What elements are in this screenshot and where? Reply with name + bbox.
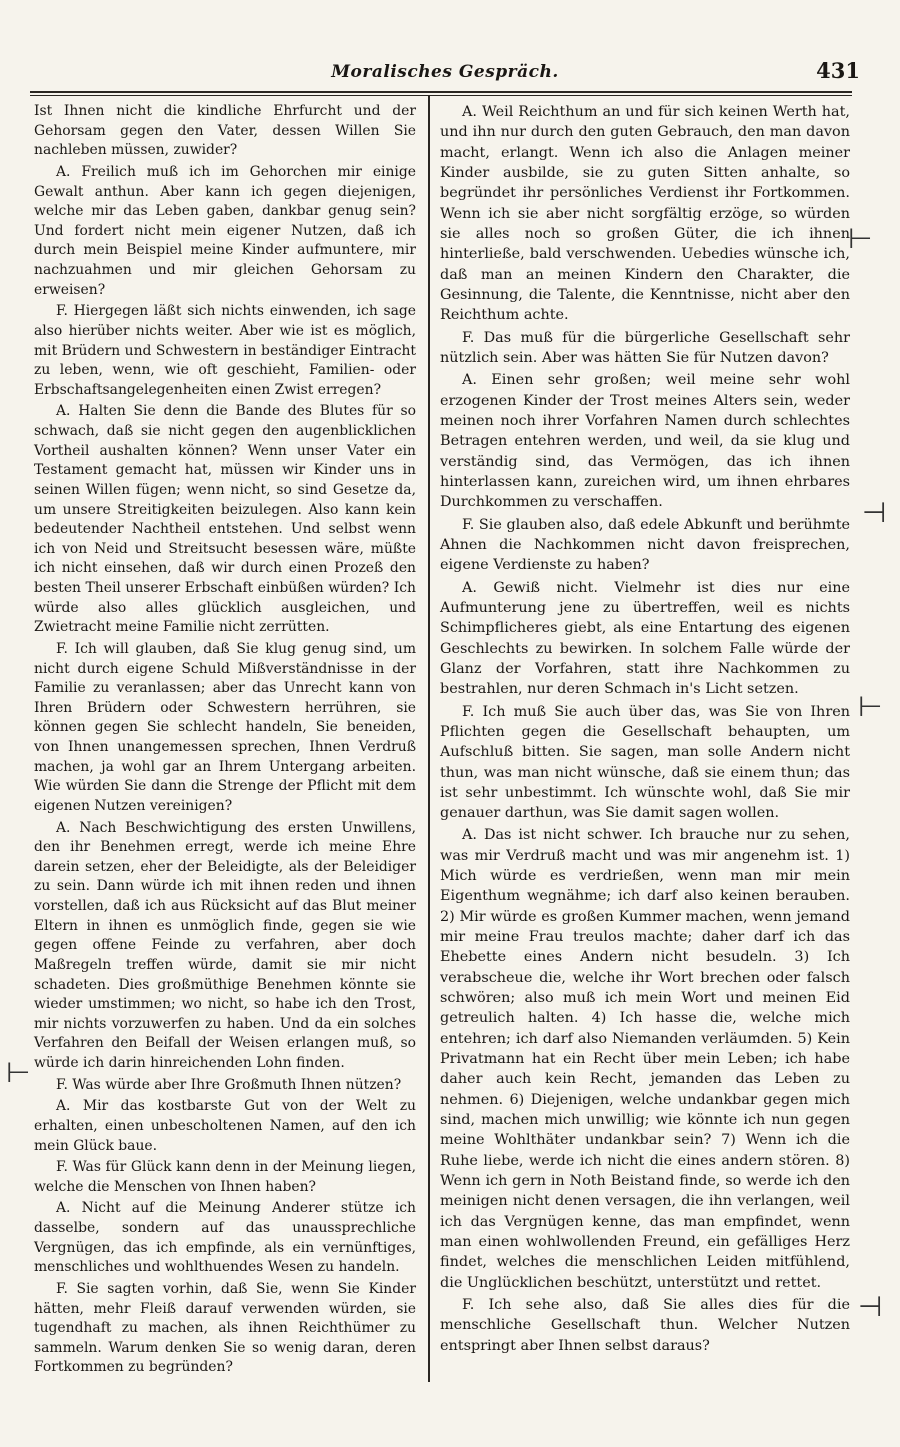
paragraph: F. Sie sagten vorhin, daß Sie, wenn Sie Kinder hätten, mehr Fleiß darauf verwenden würden, sie tugendhaft zu machen, als ihnen Reichthümer zu sammeln. Warum denken Sie so wenig daran, deren Fortkommen zu begründen? [34, 1280, 416, 1376]
paragraph: A. Halten Sie denn die Bande des Blutes für so schwach, daß sie nicht gegen den augenblicklichen Vortheil aushalten können? Wenn unser Vater ein Testament gemacht hat, müssen wir Kinder uns in seinen Willen fügen; wenn nicht, so sind Gesetze da, um unsere Streitigkeiten beizulegen. Also kann kein bedeutender Nachtheil entstehen. Und selbst wenn ich von Neid und Streitsucht besessen wäre, müßte ich nicht einsehen, daß wir durch einen Prozeß den besten Theil unserer Erbschaft einbüßen würden? Ich würde also alles glücklich ausgleichen, und Zwietracht meine Familie nicht zerrütten. [34, 403, 416, 636]
paragraph: F. Was für Glück kann denn in der Meinung liegen, welche die Menschen von Ihnen haben? [34, 1159, 416, 1195]
paragraph: A. Mir das kostbarste Gut von der Welt zu erhalten, einen unbescholtenen Namen, auf den ich mein Glück baue. [34, 1098, 416, 1154]
paragraph: Ist Ihnen nicht die kindliche Ehrfurcht und der Gehorsam gegen den Vater, dessen Willen Sie nachleben müssen, zuwider? [34, 103, 416, 159]
margin-mark: ⊢ [6, 1056, 31, 1089]
paragraph: F. Sie glauben also, daß edele Abkunft und berühmte Ahnen die Nachkommen nicht davon freisprechen, eigene Verdienste zu haben? [440, 516, 850, 574]
header-rule-thin [30, 95, 852, 96]
paragraph: A. Weil Reichthum an und für sich keinen Werth hat, und ihn nur durch den guten Gebrauch, den man davon macht, erlangt. Wenn ich also die Anlagen meiner Kinder ausbilde, sie zu guten Sitten anhalte, so begründet ihr persönliches Verdienst ihr Fortkommen. Wenn ich sie aber nicht sorgfältig erzöge, so würden sie alles noch so großen Güter, die ich ihnen hinterließe, bald verschwenden. Uebedies wünsche ich, daß man an meinen Kindern den Charakter, die Gesinnung, die Talente, die Kenntnisse, nicht aber den Reichthum achte. [440, 104, 850, 324]
page-header [30, 58, 860, 88]
paragraph: F. Ich muß Sie auch über das, was Sie von Ihren Pflichten gegen die Gesellschaft behaupten, um Aufschluß bitten. Sie sagen, man solle Andern nicht thun, was man nicht wünsche, daß sie einem thun; das ist sehr unbestimmt. Ich wünschte wohl, daß Sie mir genauer darthun, was Sie damit sagen wollen. [440, 703, 850, 822]
left-column [34, 102, 416, 1380]
paragraph: F. Ich will glauben, daß Sie klug genug sind, um nicht durch eigene Schuld Mißverständnisse in der Familie zu veranlassen; aber das Unrecht kann von Ihren Brüdern oder Schwestern herrühren, sie können gegen Sie schlecht handeln, Sie beneiden, von Ihnen unangemessen sprechen, Ihnen Verdruß machen, ja wohl gar an Ihrem Untergang arbeiten. Wie würden Sie dann die Strenge der Pflicht mit dem eigenen Nutzen vereinigen? [34, 640, 416, 814]
margin-mark: ⊣ [858, 1290, 883, 1323]
margin-mark: ⊢ [848, 222, 873, 255]
column-divider [428, 96, 430, 1382]
paragraph: A. Einen sehr großen; weil meine sehr wohl erzogenen Kinder der Trost meines Alters sein, weder meinen noch ihrer Vorfahren Namen durch schlechtes Betragen entehren werden, und weil, da sie klug und verständig sind, das Vermögen, das ich ihnen hinterlassen kann, zureichen wird, um ihnen ehrbares Durchkommen zu verschaffen. [440, 372, 850, 511]
paragraph: F. Hiergegen läßt sich nichts einwenden, ich sage also hierüber nichts weiter. Aber wie ist es möglich, mit Brüdern und Schwestern in beständiger Eintracht zu leben, wenn, wie oft geschieht, Familien- oder Erbschaftsangelegenheiten einen Zwist erregen? [34, 303, 416, 398]
paragraph: A. Das ist nicht schwer. Ich brauche nur zu sehen, was mir Verdruß macht und was mir angenehm ist. 1) Mich würde es verdrießen, wenn man mir mein Eigenthum wegnähme; ich darf also keinen berauben. 2) Mir würde es großen Kummer machen, wenn jemand mir meine Frau treulos machte; daher darf ich das Ehebette eines Andern nicht besudeln. 3) Ich verabscheue die, welche ihr Wort brechen oder falsch schwören; also muß ich mein Wort und meinen Eid getreulich halten. 4) Ich hasse die, welche mich entehren; ich darf also Niemanden verläumden. 5) Kein Privatmann hat ein Recht über mein Leben; ich habe daher auch kein Recht, jemanden das Leben zu nehmen. 6) Diejenigen, welche undankbar gegen mich sind, machen mich unwillig; wie könnte ich nun gegen meine Wohlthäter undankbar sein? 7) Wenn ich die Ruhe liebe, werde ich nicht die eines andern stören. 8) Wenn ich gern in Noth Beistand finde, so werde ich den meinigen nicht denen versagen, die ihn verlangen, weil ich das Vergnügen kenne, das man empfindet, wenn man einen wohlwollenden Freund, ein gefälliges Herz findet, welches die menschlichen Leiden mitfühlend, die Unglücklichen beschützt, unterstützt und rettet. [440, 827, 850, 1291]
paragraph: F. Ich sehe also, daß Sie alles dies für die menschliche Gesellschaft thun. Welcher Nutzen entspringt aber Ihnen selbst daraus? [440, 1297, 850, 1354]
running-head: Moralisches Gespräch. [331, 62, 559, 82]
paragraph: F. Was würde aber Ihre Großmuth Ihnen nützen? [56, 1076, 402, 1093]
paragraph: A. Nach Beschwichtigung des ersten Unwillens, den ihr Benehmen erregt, werde ich meine Ehre darein setzen, eher der Beleidigte, als der Beleidiger zu sein. Dann würde ich mit ihnen reden und ihnen vorstellen, daß ich aus Rücksicht auf das Blut meiner Eltern in ihnen es unmöglich finde, gegen sie wie gegen offene Feinde zu verfahren, aber doch Maßregeln treffen würde, damit sie mir nicht schadeten. Dies großmüthige Benehmen könnte sie wieder umstimmen; wo nicht, so habe ich den Trost, mir nichts vorzuwerfen zu haben. Und da ein solches Verfahren den Beifall der Weisen erlangen muß, so würde ich darin hinreichenden Lohn finden. [34, 819, 416, 1071]
paragraph: A. Freilich muß ich im Gehorchen mir einige Gewalt anthun. Aber kann ich gegen diejenigen, welche mir das Leben gaben, dankbar genug sein? Und fordert nicht mein eigener Nutzen, daß ich durch mein Beispiel meine Kinder aufmuntere, mir nachzuahmen und mir gleichen Gehorsam zu erweisen? [34, 163, 416, 298]
paragraph: A. Nicht auf die Meinung Anderer stütze ich dasselbe, sondern auf das unaussprechliche Vergnügen, das ich empfinde, als ein vernünftiges, menschliches und wohlthuendes Wesen zu handeln. [34, 1200, 416, 1276]
margin-mark: ⊣ [862, 496, 887, 529]
right-column [440, 102, 850, 1358]
margin-mark: ⊢ [858, 690, 883, 723]
header-rule [30, 91, 852, 93]
paragraph: F. Das muß für die bürgerliche Gesellschaft sehr nützlich sein. Aber was hätten Sie für Nutzen davon? [440, 329, 850, 366]
page-number: 431 [816, 58, 860, 83]
paragraph: A. Gewiß nicht. Vielmehr ist dies nur eine Aufmunterung jene zu übertreffen, weil es nichts Schimpflicheres giebt, als eine Entartung des eigenen Geschlechts zu bewirken. In solchem Falle würde der Glanz der Vorfahren, statt ihre Nachkommen zu bestrahlen, nur deren Schmach in's Licht setzen. [440, 579, 850, 698]
